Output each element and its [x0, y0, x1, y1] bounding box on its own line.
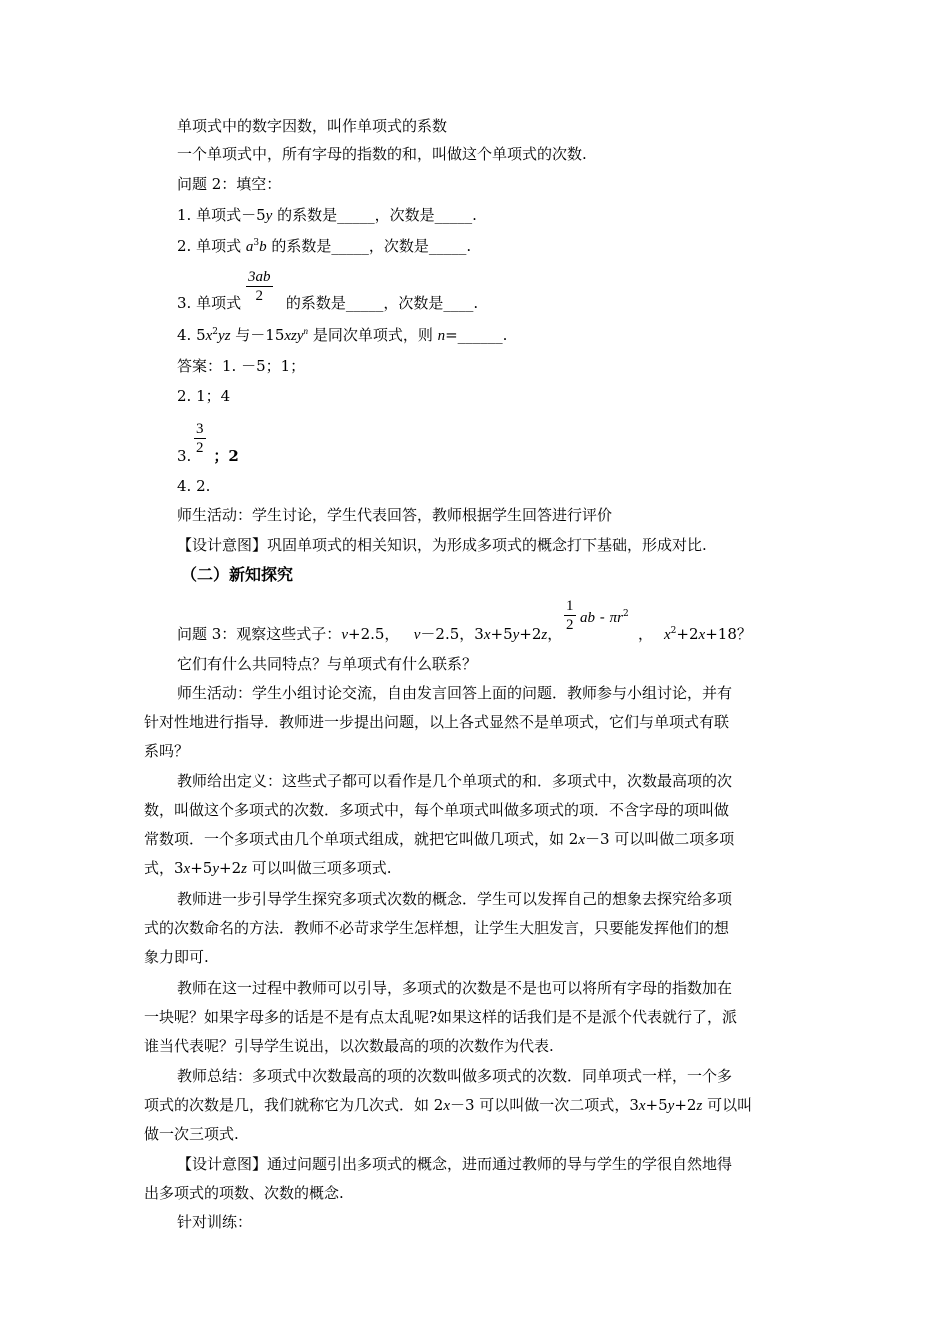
text-line: 问题 2：填空：: [177, 175, 282, 193]
paragraph-2-line4: 式，3x+5y+2z 可以叫做三项多项式.: [144, 859, 392, 877]
paragraph-4-line3: 谁当代表呢？引导学生说出，以次数最高的项的次数作为代表.: [144, 1037, 554, 1055]
answer-3: 3. ；2: [177, 447, 239, 465]
paragraph-2-line1: 教师给出定义：这些式子都可以看作是几个单项式的和．多项式中，次数最高项的次: [177, 772, 733, 790]
paragraph-5-line1: 教师总结：多项式中次数最高的项的次数叫做多项式的次数．同单项式一样，一个多: [177, 1067, 733, 1085]
question-2: 2. 单项式 $a^3b$ 的系数是_____，次数是_____.: [177, 237, 472, 255]
teacher-student-activity: 师生活动：学生讨论，学生代表回答，教师根据学生回答进行评价: [177, 506, 613, 524]
paragraph-5-line2: 项式的次数是几，我们就称它为几次式．如 2x－3 可以叫做一次二项式，3x+5y+2z 可以叫: [144, 1096, 753, 1114]
question-5: 问题 3：观察这些式子：v+2.5， v－2.5，3x+5y+2z，: [177, 625, 563, 643]
paragraph-2-line3: 常数项．一个多项式由几个单项式组成，就把它叫做几项式，如 2x－3 可以叫做二项多项: [144, 830, 735, 848]
paragraph-1-line2: 针对性地进行指导．教师进一步提出问题，以上各式显然不是单项式，它们与单项式有联: [144, 713, 730, 731]
answer-4: 4. 2.: [177, 477, 211, 495]
comma: ，: [638, 625, 654, 643]
paragraph-5-line3: 做一次三项式.: [144, 1125, 239, 1143]
fraction-1-over-2: $\frac{1}{2}$: [566, 598, 574, 633]
section-heading: （二）新知探究: [181, 565, 294, 584]
paragraph-3-line2: 式的次数命名的方法．教师不必苛求学生怎样想，让学生大胆发言，只要能发挥他们的想: [144, 919, 730, 937]
answer-2: 2. 1；4: [177, 387, 231, 405]
question-1: 1. 单项式－5y 的系数是_____，次数是_____.: [177, 206, 477, 224]
expression-x2-2x-18: $x^2+2x+18$？: [664, 625, 752, 643]
question-4: 4. $5x^2yz$ 与－15xzy$^n$ 是同次单项式，则 n=______.: [177, 326, 508, 344]
fraction-3ab-over-2: $\frac{3ab}{2}$: [248, 269, 271, 304]
paragraph-1-line3: 系吗？: [144, 742, 190, 760]
paragraph-4-line2: 一块呢？如果字母多的话是不是有点太乱呢?如果这样的话我们是不是派个代表就行了，派: [144, 1008, 738, 1026]
design-intent-2-line1: 【设计意图】通过问题引出多项式的概念，进而通过教师的导与学生的学很自然地得: [177, 1155, 733, 1173]
design-intent-1: 【设计意图】巩固单项式的相关知识，为形成多项式的概念打下基础，形成对比.: [177, 536, 707, 554]
question-5-line2: 它们有什么共同特点？与单项式有什么联系？: [177, 655, 478, 673]
text-line: 单项式中的数字因数，叫作单项式的系数: [177, 117, 448, 135]
targeted-training: 针对训练：: [177, 1213, 253, 1231]
fraction-3-over-2: $\frac{3}{2}$: [196, 421, 204, 456]
text-line: 一个单项式中，所有字母的指数的和，叫做这个单项式的次数.: [177, 145, 587, 163]
expression-ab-pi-r2: ab - $\pi r^2$: [580, 608, 629, 626]
design-intent-2-line2: 出多项式的项数、次数的概念.: [144, 1184, 344, 1202]
paragraph-2-line2: 数，叫做这个多项式的次数．多项式中，每个单项式叫做多项式的项．不含字母的项叫做: [144, 801, 730, 819]
paragraph-3-line3: 象力即可.: [144, 948, 209, 966]
paragraph-3-line1: 教师进一步引导学生探究多项式次数的概念．学生可以发挥自己的想象去探究给多项: [177, 890, 733, 908]
paragraph-1-line1: 师生活动：学生小组讨论交流，自由发言回答上面的问题．教师参与小组讨论，并有: [177, 684, 733, 702]
answer-1: 答案：1. －5；1；: [177, 357, 306, 375]
question-3: 3. 单项式 的系数是_____，次数是____.: [177, 294, 479, 312]
paragraph-4-line1: 教师在这一过程中教师可以引导，多项式的次数是不是也可以将所有字母的指数加在: [177, 979, 733, 997]
